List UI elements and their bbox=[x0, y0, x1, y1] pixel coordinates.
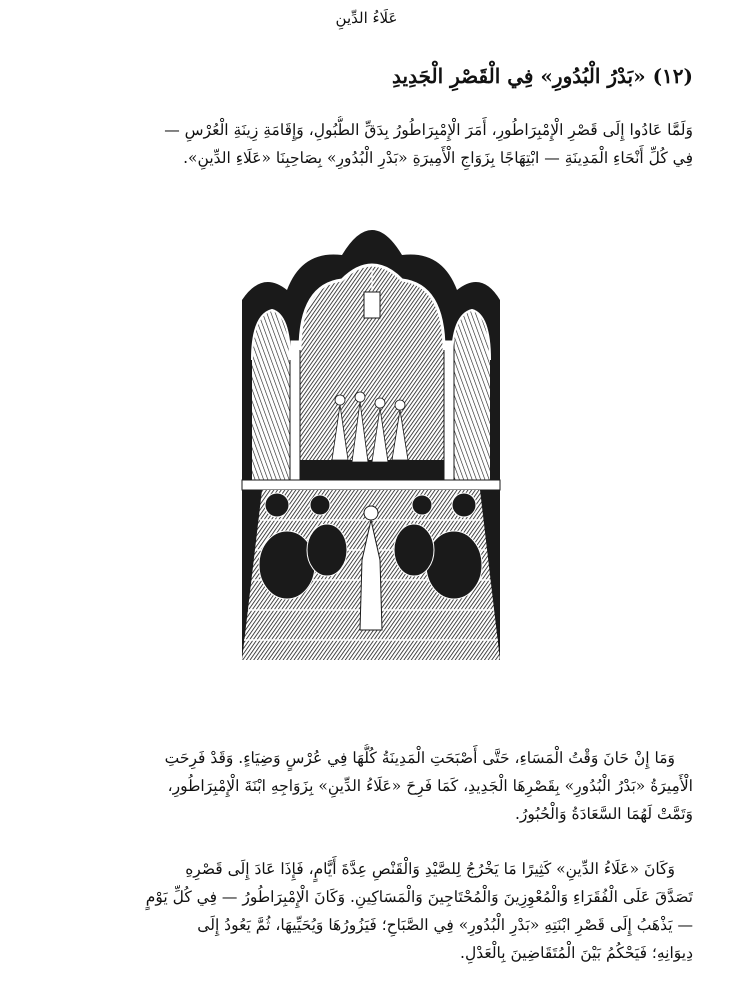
paragraph-3 bbox=[40, 855, 693, 967]
paragraph-line: دِيوَانِهِ؛ فَيَحْكُمُ بَيْنَ الْمُتَقَاضِينَ بِالْعَدْلِ. bbox=[460, 944, 693, 962]
wedding-procession-illustration bbox=[232, 230, 510, 660]
paragraph-line: — يَذْهَبُ إِلَى قَصْرِ ابْنَتِهِ «بَدْرِ الْبُدُورِ» فِي الصَّبَاحِ؛ فَيَزُورُهَا وَيُحَيِّيهَا، ثُمَّ يَعُودُ إِلَى bbox=[197, 916, 693, 934]
paragraph-1 bbox=[40, 116, 693, 172]
paragraph-line: فِي كُلِّ أَنْحَاءِ الْمَدِينَةِ — ابْتِهَاجًا بِزَوَاجِ الْأَمِيرَةِ «بَدْرِ الْبُدُورِ» بِصَاحِبِنَا «عَلَاءِ الدِّينِ». bbox=[183, 149, 693, 167]
engraving-image bbox=[232, 230, 510, 660]
paragraph-line: تَصَدَّقَ عَلَى الْفُقَرَاءِ وَالْمُعْوِزِينَ وَالْمُحْتَاجِينَ وَالْمَسَاكِينِ. وَكَانَ الْإِمْبِرَاطُورُ — فِي كُلِّ يَوْمٍ bbox=[145, 888, 693, 906]
paragraph-line: وَكَانَ «عَلَاءُ الدِّينِ» كَثِيرًا مَا يَخْرُجُ لِلصَّيْدِ وَالْقَنْصِ عِدَّةَ أَيَّامٍ، فَإِذَا عَادَ إِلَى قَصْرِهِ bbox=[185, 860, 675, 878]
running-header: عَلَاءُ الدِّينِ bbox=[335, 9, 398, 27]
paragraph-line: وَلَمَّا عَادُوا إِلَى قَصْرِ الْإِمْبِرَاطُورِ، أَمَرَ الْإِمْبِرَاطُورُ بِدَقِّ الطُّبُولِ، وَإِقَامَةِ زِينَةِ الْعُرْسِ — bbox=[164, 121, 693, 139]
paragraph-line: وَمَا إِنْ حَانَ وَقْتُ الْمَسَاءِ، حَتَّى أَصْبَحَتِ الْمَدِينَةُ كُلُّهَا فِي عُرْسٍ وَضِيَاءٍ. وَقَدْ فَرِحَتِ bbox=[164, 749, 675, 767]
paragraph-line: الْأَمِيرَةُ «بَدْرُ الْبُدُورِ» بِقَصْرِهَا الْجَدِيدِ، كَمَا فَرِحَ «عَلَاءُ الدِّينِ» بِزَوَاجِهِ ابْنَةَ الْإِمْبِرَاطُورِ، bbox=[167, 777, 693, 795]
chapter-title: (١٢) «بَدْرُ الْبُدُورِ» فِي الْقَصْرِ الْجَدِيدِ bbox=[392, 64, 693, 88]
paragraph-2 bbox=[40, 744, 693, 828]
paragraph-line: وَتَمَّتْ لَهُمَا السَّعَادَةُ وَالْحُبُورُ. bbox=[514, 805, 693, 823]
